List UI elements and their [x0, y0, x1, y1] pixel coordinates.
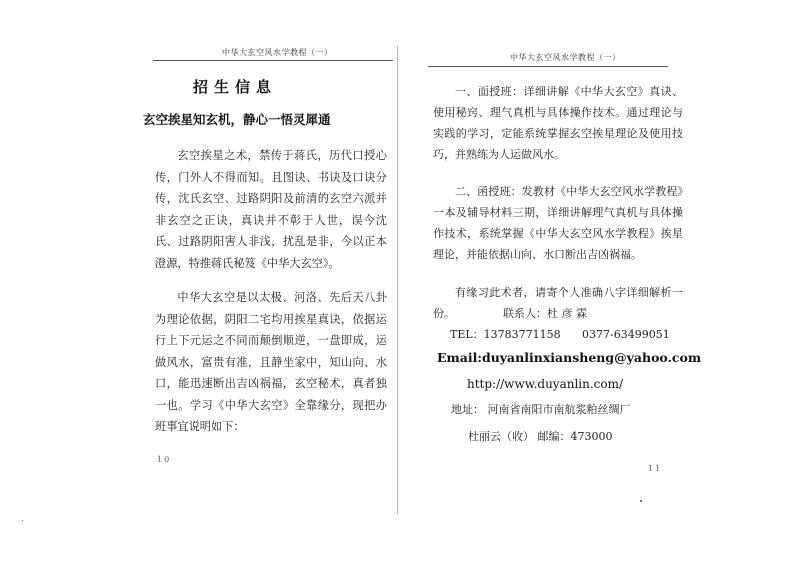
running-header: 中华大玄空风水学教程（一） [222, 48, 333, 57]
telephone-landline: 0377-63499051 [582, 328, 670, 341]
closing-note: 有缘习此术者，请寄个人准确八字详细解析一份。 [433, 286, 683, 320]
page-number: 11 [648, 464, 663, 473]
page-number: 10 [157, 455, 172, 464]
recipient-postcode: 杜丽云（收） 邮编：473000 [468, 430, 613, 443]
running-header: 中华大玄空风水学教程（一） [510, 53, 621, 62]
email-address: Email:duyanlinxiansheng@yahoo.com [437, 350, 702, 365]
in-person-class-item: 一、面授班：详细讲解《中华大玄空》真诀、使用秘窍、理气真机与具体操作技术。通过理论与实践的学习，定能系统掌握玄空挨星理论及使用技巧，并熟练为人运做风水。 [433, 85, 683, 161]
page-subtitle: 玄空挨星知玄机，静心一悟灵犀通 [143, 112, 331, 127]
website-url: http://www.duyanlin.com/ [467, 377, 624, 391]
header-rule [428, 66, 668, 67]
page-title: 招生信息 [192, 78, 277, 96]
intro-paragraph: 玄空挨星之术，禁传于蒋氏，历代口授心传，门外人不得而知。且图诀、书诀及口诀分传，沈氏玄空、过路阴阳及前清的玄空六派并非玄空之正诀，真诀并不彰于人世，误今沈氏、过路阴阳害人非浅，扰乱是非，今以正本澄源，特推蒋氏秘笈《中华大玄空》。 [155, 149, 387, 270]
postal-address: 地址： 河南省南阳市南航浆粕丝绸厂 [451, 403, 631, 416]
scan-speck [640, 500, 642, 502]
contact-person: 联系人：杜 彦 霖 [503, 307, 587, 320]
page-gutter [397, 45, 398, 515]
theory-paragraph: 中华大玄空是以太极、河洛、先后天八卦为理论依据，阴阳二宅均用挨星真诀，依据运行上下元运之不同而颠倒顺逆，一盘即成，运做风水，富贵有准，且静坐家中，知山向、水口，能迅速断出吉凶祸福，玄空秘术，真者独一也。学习《中华大玄空》全靠缘分，现把办班事宜说明如下： [155, 291, 387, 433]
header-rule [153, 60, 393, 61]
correspondence-class-item: 二、函授班：发教材《中华大玄空风水学教程》一本及辅导材料三期，详细讲解理气真机与具体操作技术，系统掌握《中华大玄空风水学教程》挨星理论，并能依据山向、水口断出吉凶祸福。 [433, 185, 683, 261]
scan-speck [22, 520, 23, 521]
telephone: TEL：13783771158 [450, 328, 561, 341]
